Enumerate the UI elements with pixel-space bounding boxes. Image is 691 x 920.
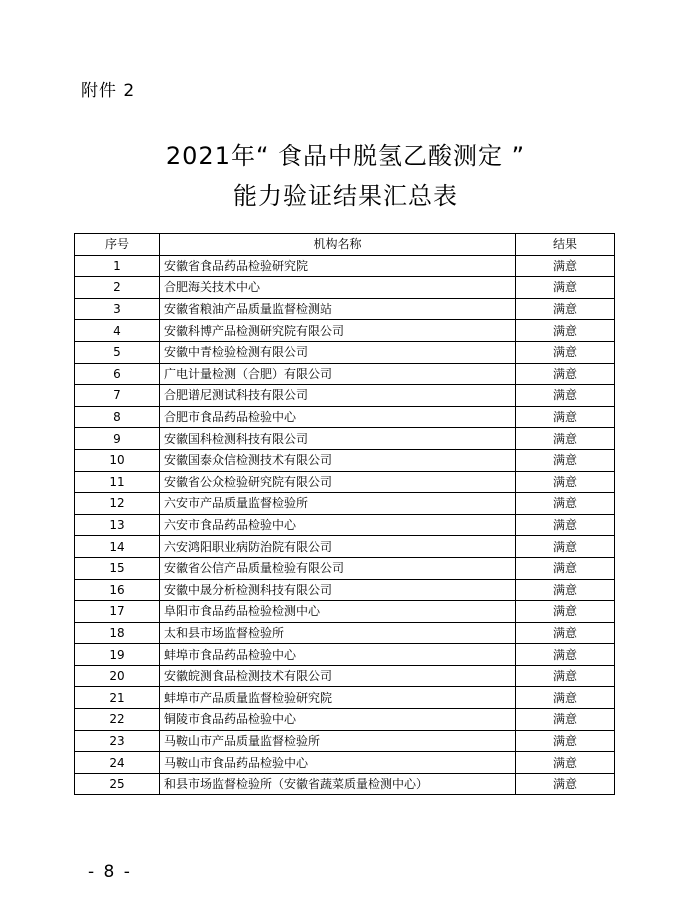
serial-number-cell: 25 — [75, 773, 160, 795]
table-row — [75, 514, 615, 536]
serial-number-cell: 17 — [75, 601, 160, 623]
institution-name-cell: 铜陵市食品药品检验中心 — [160, 709, 516, 731]
table-row — [75, 687, 615, 709]
result-cell: 满意 — [516, 298, 615, 320]
serial-number-cell: 22 — [75, 709, 160, 731]
result-cell: 满意 — [516, 730, 615, 752]
serial-number-cell: 16 — [75, 579, 160, 601]
table-row — [75, 601, 615, 623]
serial-number-cell: 13 — [75, 514, 160, 536]
institution-name-cell: 六安市食品药品检验中心 — [160, 514, 516, 536]
institution-name-cell: 六安鸿阳职业病防治院有限公司 — [160, 536, 516, 558]
serial-number-cell: 11 — [75, 471, 160, 493]
table-row — [75, 341, 615, 363]
table-row — [75, 428, 615, 450]
institution-name-cell: 安徽中青检验检测有限公司 — [160, 341, 516, 363]
result-cell: 满意 — [516, 449, 615, 471]
serial-number-cell: 4 — [75, 320, 160, 342]
institution-name-cell: 太和县市场监督检验所 — [160, 622, 516, 644]
institution-name-cell: 六安市产品质量监督检验所 — [160, 493, 516, 515]
serial-number-cell: 12 — [75, 493, 160, 515]
institution-name-cell: 合肥海关技术中心 — [160, 277, 516, 299]
serial-number-cell: 21 — [75, 687, 160, 709]
table-row — [75, 320, 615, 342]
institution-name-cell: 安徽皖测食品检测技术有限公司 — [160, 665, 516, 687]
serial-number-cell: 14 — [75, 536, 160, 558]
serial-number-cell: 1 — [75, 255, 160, 277]
institution-name-cell: 安徽省公众检验研究院有限公司 — [160, 471, 516, 493]
table-row — [75, 622, 615, 644]
table-row — [75, 406, 615, 428]
result-cell: 满意 — [516, 320, 615, 342]
table-row — [75, 449, 615, 471]
result-cell: 满意 — [516, 471, 615, 493]
result-cell: 满意 — [516, 687, 615, 709]
result-cell: 满意 — [516, 536, 615, 558]
result-cell: 满意 — [516, 752, 615, 774]
institution-name-cell: 安徽国科检测科技有限公司 — [160, 428, 516, 450]
result-cell: 满意 — [516, 622, 615, 644]
serial-number-cell: 2 — [75, 277, 160, 299]
institution-name-cell: 马鞍山市食品药品检验中心 — [160, 752, 516, 774]
result-cell: 满意 — [516, 341, 615, 363]
serial-number-cell: 6 — [75, 363, 160, 385]
result-cell: 满意 — [516, 601, 615, 623]
serial-number-cell: 3 — [75, 298, 160, 320]
institution-name-cell: 安徽省粮油产品质量监督检测站 — [160, 298, 516, 320]
serial-number-cell: 9 — [75, 428, 160, 450]
table-row — [75, 665, 615, 687]
table-row — [75, 493, 615, 515]
result-cell: 满意 — [516, 665, 615, 687]
table-row — [75, 536, 615, 558]
result-cell: 满意 — [516, 406, 615, 428]
table-row — [75, 255, 615, 277]
attachment-label: 附件 2 — [81, 81, 136, 101]
institution-name-cell: 安徽中晟分析检测科技有限公司 — [160, 579, 516, 601]
result-cell: 满意 — [516, 709, 615, 731]
serial-number-cell: 24 — [75, 752, 160, 774]
table-row — [75, 730, 615, 752]
institution-name-cell: 马鞍山市产品质量监督检验所 — [160, 730, 516, 752]
table-row — [75, 385, 615, 407]
institution-name-cell: 蚌埠市产品质量监督检验研究院 — [160, 687, 516, 709]
result-cell: 满意 — [516, 514, 615, 536]
institution-name-cell: 阜阳市食品药品检验检测中心 — [160, 601, 516, 623]
table-body — [75, 255, 615, 795]
result-cell: 满意 — [516, 277, 615, 299]
institution-name-cell: 安徽省食品药品检验研究院 — [160, 255, 516, 277]
table-row — [75, 471, 615, 493]
document-title-line-1: 2021年“ 食品中脱氢乙酸测定 ” — [165, 142, 526, 170]
institution-name-cell: 和县市场监督检验所（安徽省蔬菜质量检测中心） — [160, 773, 516, 795]
result-cell: 满意 — [516, 493, 615, 515]
serial-number-cell: 19 — [75, 644, 160, 666]
table-row — [75, 557, 615, 579]
serial-number-cell: 10 — [75, 449, 160, 471]
result-cell: 满意 — [516, 363, 615, 385]
table-header-row — [75, 234, 615, 256]
institution-name-cell: 蚌埠市食品药品检验中心 — [160, 644, 516, 666]
result-cell: 满意 — [516, 557, 615, 579]
result-cell: 满意 — [516, 644, 615, 666]
table-row — [75, 579, 615, 601]
result-cell: 满意 — [516, 385, 615, 407]
table-row — [75, 644, 615, 666]
document-title-line-2: 能力验证结果汇总表 — [233, 182, 458, 210]
result-cell: 满意 — [516, 255, 615, 277]
page-number: - 8 - — [88, 862, 132, 882]
table-header — [75, 234, 615, 256]
result-cell: 满意 — [516, 579, 615, 601]
serial-number-cell: 23 — [75, 730, 160, 752]
institution-name-cell: 安徽科博产品检测研究院有限公司 — [160, 320, 516, 342]
serial-number-cell: 18 — [75, 622, 160, 644]
result-cell: 满意 — [516, 773, 615, 795]
table-row — [75, 277, 615, 299]
table-row — [75, 709, 615, 731]
serial-number-cell: 5 — [75, 341, 160, 363]
table-row — [75, 298, 615, 320]
results-summary-table — [74, 233, 615, 795]
serial-number-cell: 15 — [75, 557, 160, 579]
institution-name-cell: 安徽省公信产品质量检验有限公司 — [160, 557, 516, 579]
serial-number-cell: 8 — [75, 406, 160, 428]
column-header-result: 结果 — [516, 234, 615, 256]
institution-name-cell: 安徽国泰众信检测技术有限公司 — [160, 449, 516, 471]
table-row — [75, 752, 615, 774]
column-header-institution-name: 机构名称 — [160, 234, 516, 256]
column-header-serial-number: 序号 — [75, 234, 160, 256]
serial-number-cell: 20 — [75, 665, 160, 687]
table-row — [75, 363, 615, 385]
result-cell: 满意 — [516, 428, 615, 450]
table-row — [75, 773, 615, 795]
institution-name-cell: 广电计量检测（合肥）有限公司 — [160, 363, 516, 385]
institution-name-cell: 合肥市食品药品检验中心 — [160, 406, 516, 428]
institution-name-cell: 合肥谱尼测试科技有限公司 — [160, 385, 516, 407]
serial-number-cell: 7 — [75, 385, 160, 407]
